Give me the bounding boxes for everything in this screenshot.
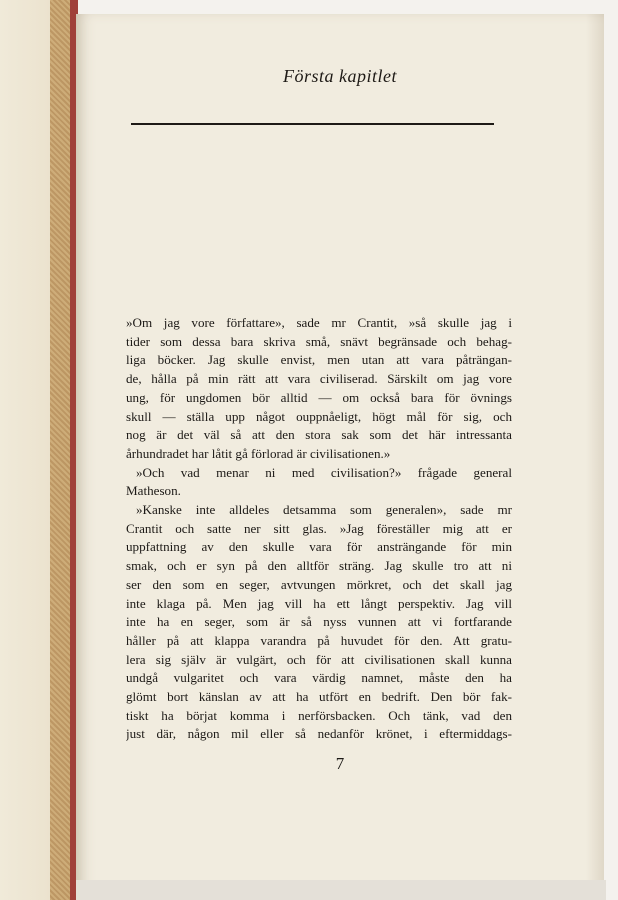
chapter-title: Första kapitlet — [283, 66, 397, 86]
book-page — [76, 14, 604, 894]
text-line: ser den som en seger, avtvungen mörkret, och det skall jag — [126, 576, 512, 592]
text-line: smak, och er syn på den alltför sträng. Jag skulle tro att ni — [126, 558, 512, 574]
text-line: tider som dessa bara skriva små, snävt begränsade och behag- — [126, 333, 512, 349]
text-line: inte ha en seger, som är så nyss vunnen att vi fortfarande — [126, 614, 512, 630]
text-line: »Om jag vore författare», sade mr Crantit, »så skulle jag i — [126, 315, 512, 330]
text-line: skull — ställa upp något ouppnåeligt, högt mål för sig, och — [126, 408, 512, 424]
text-line: undgå vulgaritet och vara värdig namnet, måste den ha — [126, 670, 512, 686]
page-bottom-edge — [76, 880, 606, 900]
text-line: håller på att klappa varandra på huvudet för den. Att gratu- — [126, 632, 512, 648]
text-line: Matheson. — [126, 483, 181, 499]
text-line: århundradet har låtit gå förlorad är civilisationen.» — [126, 445, 391, 461]
text-line: inte klaga på. Men jag vill ha ett långt perspektiv. Jag vill — [126, 595, 512, 611]
text-line: glömt bort känslan av att ha utfört en bedrift. Den bör fak- — [126, 689, 512, 705]
text-line: liga böcker. Jag skulle envist, men utan att vara påträngan- — [126, 352, 512, 368]
text-line: tiskt ha börjat komma i nerförsbacken. Och tänk, vad den — [126, 707, 512, 723]
page-number: 7 — [335, 754, 345, 773]
text-line: »Kanske inte alldeles detsamma som generalen», sade mr — [136, 502, 512, 518]
text-line: »Och vad menar ni med civilisation?» frågade general — [136, 464, 512, 480]
text-line: just där, någon mil eller så nedanför krönet, i eftermiddags- — [126, 726, 512, 742]
body-text — [126, 314, 512, 744]
text-line: ung, för ungdomen bör alltid — om också bara för övnings — [126, 389, 512, 405]
text-line: lera sig själv är vulgärt, och för att civilisationen skall kunna — [126, 651, 512, 667]
text-line: uppfattning av den skulle vara för ansträngande för min — [126, 539, 512, 555]
title-rule — [131, 123, 494, 125]
text-line: Crantit och satte ner sitt glas. »Jag föreställer mig att er — [126, 520, 512, 536]
text-line: de, hålla på min rätt att vara civiliserad. Särskilt om jag vore — [126, 371, 512, 387]
text-line: nog är det väl så att den stora sak som det här intressanta — [126, 427, 512, 443]
